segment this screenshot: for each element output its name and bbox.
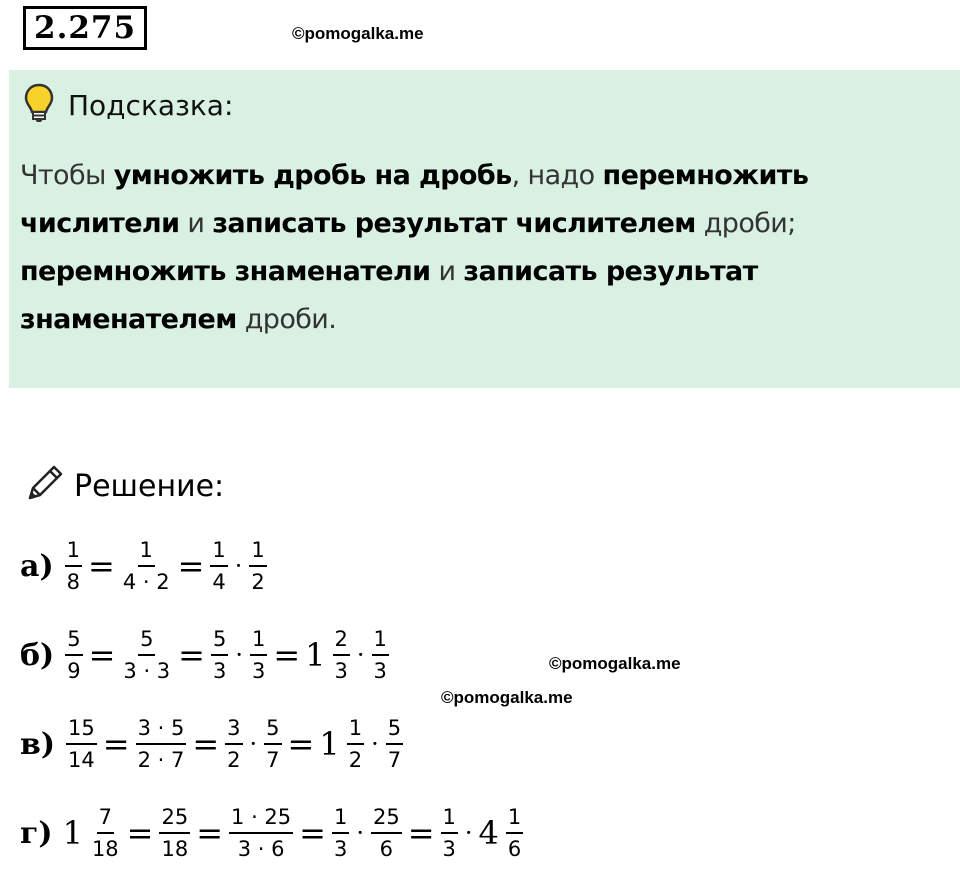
fraction-denominator: 3 bbox=[333, 837, 348, 861]
lightbulb-icon bbox=[22, 82, 56, 128]
equals-sign: = bbox=[177, 547, 205, 585]
equals-sign: = bbox=[88, 547, 115, 585]
fraction-numerator: 1 · 25 bbox=[229, 805, 293, 834]
solution-row-v bbox=[20, 716, 406, 772]
fraction-denominator: 6 bbox=[507, 837, 522, 861]
equals-sign: = bbox=[273, 636, 301, 674]
solution-header bbox=[22, 462, 224, 510]
fraction-denominator: 2 bbox=[227, 748, 241, 772]
solution-row-g bbox=[20, 805, 526, 861]
fraction bbox=[65, 627, 82, 683]
fraction bbox=[66, 716, 97, 772]
equals-sign: = bbox=[407, 814, 435, 852]
fraction-numerator: 1 bbox=[250, 627, 267, 656]
fraction-denominator: 3 bbox=[334, 659, 348, 683]
fraction-denominator: 2 bbox=[348, 748, 363, 772]
fraction bbox=[225, 716, 242, 772]
fraction bbox=[332, 805, 349, 861]
fraction-numerator: 1 bbox=[65, 538, 82, 567]
fraction-denominator: 2 · 7 bbox=[137, 748, 185, 772]
hint-key-phrase: перемножить числители bbox=[20, 160, 809, 239]
fraction bbox=[506, 805, 523, 861]
task-number: 2.275 bbox=[23, 6, 147, 50]
fraction bbox=[386, 716, 403, 772]
fraction-denominator: 14 bbox=[68, 748, 95, 772]
fraction-numerator: 5 bbox=[264, 716, 281, 745]
equals-sign: = bbox=[88, 636, 116, 674]
equals-sign: = bbox=[126, 814, 154, 852]
fraction-numerator: 2 bbox=[333, 627, 350, 656]
fraction bbox=[250, 627, 267, 683]
fraction-denominator: 4 bbox=[212, 570, 226, 594]
fraction bbox=[372, 627, 389, 683]
equals-sign: = bbox=[192, 725, 220, 763]
fraction-denominator: 3 bbox=[251, 659, 266, 683]
fraction-numerator: 7 bbox=[97, 805, 114, 834]
fraction-denominator: 8 bbox=[66, 570, 81, 594]
multiply-sign: · bbox=[356, 641, 365, 669]
fraction bbox=[90, 805, 121, 861]
hint-text-segment: дроби. bbox=[236, 304, 337, 335]
hint-text-segment: Чтобы bbox=[20, 160, 114, 191]
hint-key-phrase: умножить дробь на дробь bbox=[113, 160, 512, 191]
fraction bbox=[441, 805, 458, 861]
multiply-sign: · bbox=[249, 730, 258, 758]
row-label: а) bbox=[20, 548, 54, 584]
hint-key-phrase: записать результат знаменателем bbox=[20, 256, 758, 335]
fraction-numerator: 1 bbox=[372, 627, 389, 656]
whole-part: 1 bbox=[62, 814, 83, 852]
fraction bbox=[121, 627, 172, 683]
hint-text bbox=[20, 152, 955, 344]
pencil-icon bbox=[22, 462, 66, 510]
fraction-numerator: 1 bbox=[347, 716, 364, 745]
multiply-sign: · bbox=[464, 819, 473, 847]
fraction bbox=[249, 538, 266, 594]
fraction-denominator: 18 bbox=[161, 837, 189, 861]
fraction bbox=[347, 716, 364, 772]
fraction-numerator: 1 bbox=[332, 805, 349, 834]
equals-sign: = bbox=[287, 725, 315, 763]
equals-sign: = bbox=[102, 725, 130, 763]
equals-sign: = bbox=[178, 636, 205, 674]
fraction-denominator: 7 bbox=[266, 748, 280, 772]
fraction-denominator: 9 bbox=[67, 659, 81, 683]
fraction bbox=[371, 805, 402, 861]
fraction-numerator: 1 bbox=[210, 538, 227, 567]
fraction-denominator: 3 bbox=[442, 837, 456, 861]
fraction bbox=[65, 538, 82, 594]
hint-text-segment: и bbox=[179, 208, 213, 239]
fraction-denominator: 3 bbox=[212, 659, 227, 683]
fraction-numerator: 5 bbox=[138, 627, 155, 656]
fraction-numerator: 5 bbox=[386, 716, 403, 745]
watermark: ©pomogalka.me bbox=[441, 688, 573, 707]
hint-key-phrase: записать результат числителем bbox=[212, 208, 696, 239]
fraction-denominator: 6 bbox=[379, 837, 394, 861]
fraction-numerator: 1 bbox=[441, 805, 458, 834]
fraction-numerator: 1 bbox=[249, 538, 266, 567]
whole-part: 1 bbox=[305, 636, 326, 674]
multiply-sign: · bbox=[235, 641, 243, 669]
hint-text-segment: дроби; bbox=[695, 208, 796, 239]
fraction-denominator: 2 bbox=[251, 570, 265, 594]
fraction bbox=[121, 538, 172, 594]
fraction-denominator: 3 · 6 bbox=[237, 837, 285, 861]
fraction-numerator: 1 bbox=[138, 538, 155, 567]
row-label: г) bbox=[20, 815, 53, 851]
row-label: в) bbox=[20, 726, 56, 762]
fraction-numerator: 25 bbox=[159, 805, 190, 834]
multiply-sign: · bbox=[371, 730, 379, 758]
fraction-numerator: 15 bbox=[66, 716, 97, 745]
multiply-sign: · bbox=[356, 819, 364, 847]
fraction bbox=[159, 805, 190, 861]
whole-part: 4 bbox=[478, 814, 499, 852]
fraction-denominator: 18 bbox=[91, 837, 119, 861]
fraction-denominator: 4 · 2 bbox=[122, 570, 170, 594]
whole-part: 1 bbox=[319, 725, 340, 763]
equals-sign: = bbox=[299, 814, 326, 852]
row-label: б) bbox=[20, 637, 55, 673]
fraction-numerator: 3 · 5 bbox=[136, 716, 187, 745]
fraction-denominator: 7 bbox=[387, 748, 402, 772]
fraction bbox=[136, 716, 187, 772]
multiply-sign: · bbox=[234, 552, 243, 580]
fraction bbox=[211, 627, 228, 683]
equals-sign: = bbox=[196, 814, 224, 852]
solution-title: Решение: bbox=[74, 468, 225, 504]
hint-title: Подсказка: bbox=[68, 88, 234, 122]
fraction-numerator: 5 bbox=[211, 627, 228, 656]
hint-header bbox=[22, 82, 233, 128]
fraction bbox=[333, 627, 350, 683]
fraction-denominator: 3 · 3 bbox=[123, 659, 171, 683]
solution-row-b bbox=[20, 627, 392, 683]
fraction-numerator: 5 bbox=[65, 627, 82, 656]
solution-row-a bbox=[20, 538, 270, 594]
fraction bbox=[229, 805, 293, 861]
hint-key-phrase: перемножить знаменатели bbox=[20, 256, 431, 287]
hint-text-segment: , надо bbox=[511, 160, 603, 191]
fraction-numerator: 3 bbox=[225, 716, 242, 745]
hint-text-segment: и bbox=[430, 256, 464, 287]
watermark: ©pomogalka.me bbox=[292, 24, 424, 43]
fraction-numerator: 1 bbox=[506, 805, 523, 834]
fraction-denominator: 3 bbox=[373, 659, 387, 683]
fraction bbox=[264, 716, 281, 772]
watermark: ©pomogalka.me bbox=[549, 654, 681, 673]
fraction bbox=[210, 538, 227, 594]
fraction-numerator: 25 bbox=[371, 805, 402, 834]
